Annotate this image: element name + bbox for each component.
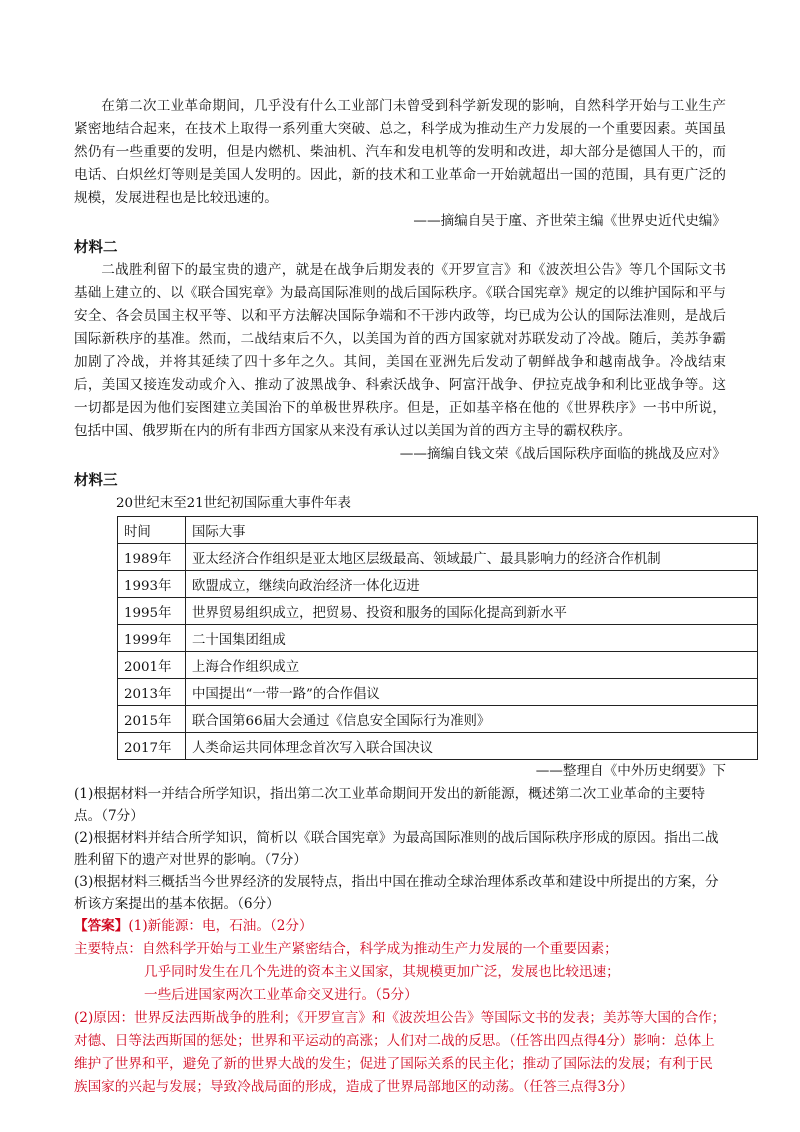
row-year: 2001年 — [118, 652, 186, 679]
row-year: 1989年 — [118, 544, 186, 571]
answer-1-text: (1)新能源：电，石油。（2分） — [128, 918, 313, 934]
table-row — [118, 571, 758, 598]
answer-1-feature-3: 一些后进国家两次工业革命交叉进行。（5分） — [144, 987, 418, 1003]
row-event: 二十国集团组成 — [186, 625, 758, 652]
row-event: 人类命运共同体理念首次写入联合国决议 — [186, 733, 758, 760]
row-event: 联合国第66届大会通过《信息安全国际行为准则》 — [186, 706, 758, 733]
row-event: 中国提出“一带一路”的合作倡议 — [186, 679, 758, 706]
material1-paragraph: 在第二次工业革命期间，几乎没有什么工业部门未曾受到科学新发现的影响，自然科学开始与工业生产紧密地结合起来，在技术上取得一系列重大突破、总之，科学成为推动生产力发展的一个重要因素。英国虽然仍有一些重要的发明，但是内燃机、柴油机、汽车和发电机等的发明和改进，却大部分是德国人干的，而电话、白炽丝灯等则是美国人发明的。因此，新的技术和工业革命一开始就超出一国的范围，具有更广泛的规模，发展进程也是比较迅速的。 — [74, 98, 726, 206]
events-table-title: 20世纪末至21世纪初国际重大事件年表 — [116, 496, 351, 511]
header-time: 时间 — [118, 517, 186, 544]
row-year: 2015年 — [118, 706, 186, 733]
material2-source: ——摘编自钱文荣《战后国际秩序面临的挑战及应对》 — [399, 446, 726, 462]
table-row — [118, 625, 758, 652]
question-3: (3)根据材料三概括当今世界经济的发展特点，指出中国在推动全球治理体系改革和建设中所提出的方案，分析该方案提出的基本依据。（6分） — [74, 874, 719, 912]
feature-1-text: 自然科学开始与工业生产紧密结合，科学成为推动生产力发展的一个重要因素； — [141, 941, 618, 957]
table-row — [118, 598, 758, 625]
table-row — [118, 706, 758, 733]
question-1: (1)根据材料一并结合所学知识，指出第二次工业革命期间开发出的新能源，概述第二次工业革命的主要特点。（7分） — [74, 786, 705, 824]
material1-source: ——摘编自吴于廑、齐世荣主编《世界史近代史编》 — [413, 213, 726, 229]
row-year: 2013年 — [118, 679, 186, 706]
row-event: 亚太经济合作组织是亚太地区层级最高、领域最广、最具影响力的经济合作机制 — [186, 544, 758, 571]
row-year: 2017年 — [118, 733, 186, 760]
material3-heading: 材料三 — [74, 473, 118, 489]
material2-paragraph: 二战胜利留下的最宝贵的遗产，就是在战争后期发表的《开罗宣言》和《波茨坦公告》等几个国际文书基础上建立的、以《联合国宪章》为最高国际准则的战后国际秩序。《联合国宪章》规定的以维护国际和平与安全、各会员国主权平等、以和平方法解决国际争端和不干涉内政等，均已成为公认的国际法准则，是战后国际新秩序的基准。然而，二战结束后不久，以美国为首的西方国家就对苏联发动了冷战。随后，美苏争霸加剧了冷战，并将其延续了四十多年之久。其间，美国在亚洲先后发动了朝鲜战争和越南战争。冷战结束后，美国又接连发动或介入、推动了波黑战争、科索沃战争、阿富汗战争、伊拉克战争和利比亚战争等。这一切都是因为他们妄图建立美国治下的单极世界秩序。但是，正如基辛格在他的《世界秩序》一书中所说，包括中国、俄罗斯在内的所有非西方国家从来没有承认过以美国为首的西方主导的霸权秩序。 — [74, 262, 726, 439]
header-event: 国际大事 — [186, 517, 758, 544]
answer-label: 【答案】 — [74, 918, 129, 934]
answer-1 — [74, 915, 726, 938]
answer-1-feature-1 — [74, 938, 726, 961]
table-header-row — [118, 517, 758, 544]
table-row — [118, 733, 758, 760]
material3-source: ——整理自《中外历史纲要》下 — [535, 763, 726, 779]
row-year: 1999年 — [118, 625, 186, 652]
material2-heading: 材料二 — [74, 240, 118, 256]
exam-page — [74, 95, 726, 1099]
answer-1-feature-2: 几乎同时发生在几个先进的资本主义国家，其规模更加广泛，发展也比较迅速； — [144, 964, 620, 980]
row-event: 上海合作组织成立 — [186, 652, 758, 679]
row-event: 世界贸易组织成立，把贸易、投资和服务的国际化提高到新水平 — [186, 598, 758, 625]
features-label: 主要特点： — [74, 941, 142, 957]
row-event: 欧盟成立，继续向政治经济一体化迈进 — [186, 571, 758, 598]
table-row — [118, 652, 758, 679]
row-year: 1993年 — [118, 571, 186, 598]
table-row — [118, 679, 758, 706]
events-table — [117, 516, 758, 760]
question-2: (2)根据材料并结合所学知识，简析以《联合国宪章》为最高国际准则的战后国际秩序形成的原因。指出二战胜利留下的遗产对世界的影响。（7分） — [74, 830, 719, 868]
row-year: 1995年 — [118, 598, 186, 625]
table-row — [118, 544, 758, 571]
answer-2: (2)原因：世界反法西斯战争的胜利；《开罗宣言》和《波茨坦公告》等国际文书的发表；美苏等大国的合作；对德、日等法西斯国的惩处；世界和平运动的高涨；人们对二战的反思。（任答出四点得4分）影响：总体上维护了世界和平，避免了新的世界大战的发生；促进了国际关系的民主化；推动了国际法的发展；有利于民族国家的兴起与发展；导致冷战局面的形成，造成了世界局部地区的动荡。（任答三点得3分） — [74, 1010, 726, 1095]
